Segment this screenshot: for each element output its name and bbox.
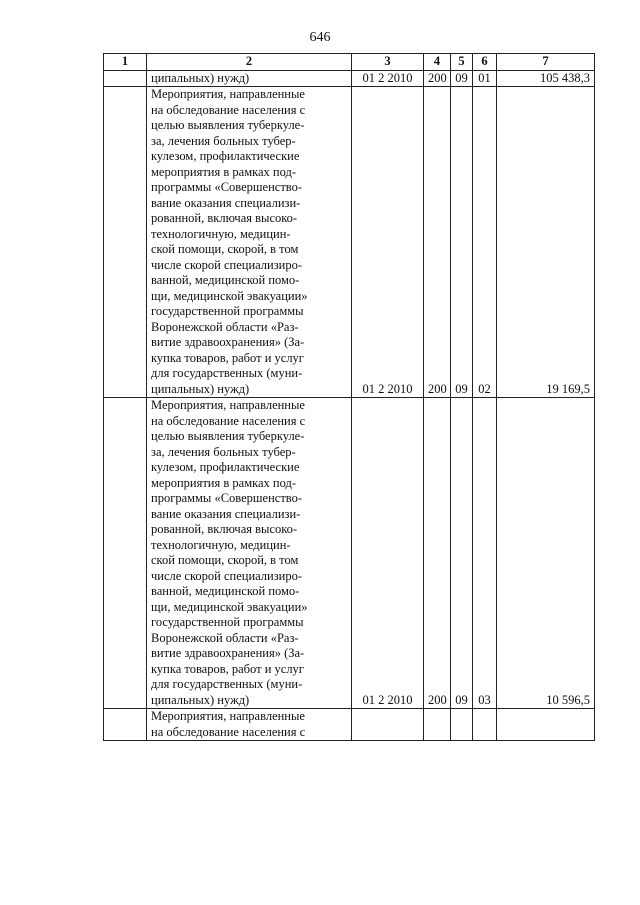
column-header-6: 6 xyxy=(473,54,497,71)
subsection-cell xyxy=(473,709,497,741)
amount-cell: 105 438,3 xyxy=(497,70,595,87)
page-number: 646 xyxy=(309,30,331,45)
column-header-5: 5 xyxy=(451,54,473,71)
column-header-7: 7 xyxy=(497,54,595,71)
row-number-cell xyxy=(104,709,147,741)
section-cell: 09 xyxy=(451,398,473,709)
row-number-cell xyxy=(104,87,147,398)
subsection-cell: 03 xyxy=(473,398,497,709)
expense-type-cell xyxy=(424,709,451,741)
column-header-4: 4 xyxy=(424,54,451,71)
subsection-cell: 02 xyxy=(473,87,497,398)
column-header-3: 3 xyxy=(352,54,424,71)
table-row xyxy=(104,709,595,741)
row-number-cell xyxy=(104,70,147,87)
program-code-cell: 01 2 2010 xyxy=(352,87,424,398)
section-cell xyxy=(451,709,473,741)
expense-type-cell: 200 xyxy=(424,87,451,398)
amount-cell: 10 596,5 xyxy=(497,398,595,709)
description-cell: Мероприятия, направленные на обследование населения с целью выявления туберкуле- за, лечения больных тубер- кулезом, профилактические мероприятия в рамках под- программы «Совершенство- вание оказания специализи- рованной, включая высоко- технологичную, медицин- ской помощи, скорой, в том числе скорой специализиро- ванной, медицинской помо- щи, медицинской эвакуации» государственной программы Воронежской области «Раз- витие здравоохранения» (За- купка товаров, работ и услуг для государственных (муни- ципальных) нужд) xyxy=(147,398,352,709)
column-header-1: 1 xyxy=(104,54,147,71)
expense-type-cell: 200 xyxy=(424,398,451,709)
description-cell: Мероприятия, направленные на обследование населения с целью выявления туберкуле- за, лечения больных тубер- кулезом, профилактические мероприятия в рамках под- программы «Совершенство- вание оказания специализи- рованной, включая высоко- технологичную, медицин- ской помощи, скорой, в том числе скорой специализиро- ванной, медицинской помо- щи, медицинской эвакуации» государственной программы Воронежской области «Раз- витие здравоохранения» (За- купка товаров, работ и услуг для государственных (муни- ципальных) нужд) xyxy=(147,87,352,398)
program-code-cell xyxy=(352,709,424,741)
expense-type-cell: 200 xyxy=(424,70,451,87)
table-row xyxy=(104,70,595,87)
row-number-cell xyxy=(104,398,147,709)
amount-cell xyxy=(497,709,595,741)
table-row xyxy=(104,87,595,398)
section-cell: 09 xyxy=(451,70,473,87)
header-row xyxy=(104,54,595,71)
program-code-cell: 01 2 2010 xyxy=(352,70,424,87)
subsection-cell: 01 xyxy=(473,70,497,87)
budget-table xyxy=(103,53,595,741)
description-cell: ципальных) нужд) xyxy=(147,70,352,87)
program-code-cell: 01 2 2010 xyxy=(352,398,424,709)
amount-cell: 19 169,5 xyxy=(497,87,595,398)
description-cell: Мероприятия, направленные на обследование населения с xyxy=(147,709,352,741)
column-header-2: 2 xyxy=(147,54,352,71)
section-cell: 09 xyxy=(451,87,473,398)
table-row xyxy=(104,398,595,709)
